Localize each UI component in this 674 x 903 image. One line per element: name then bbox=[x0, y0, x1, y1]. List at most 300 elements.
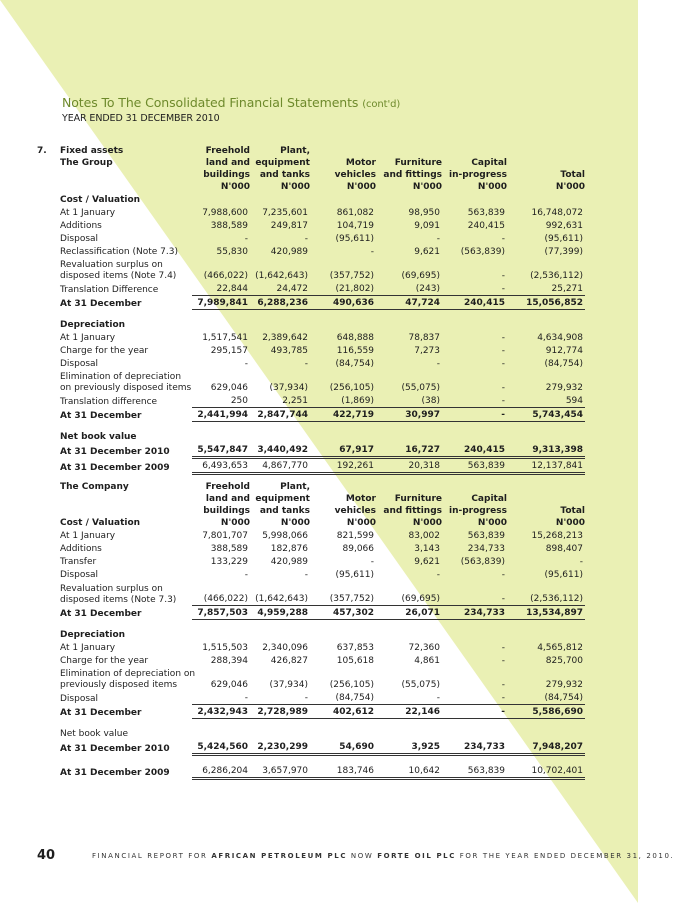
cell-value: 6,286,204 bbox=[192, 764, 250, 779]
column-header: and fittings bbox=[383, 506, 442, 516]
empty-cell bbox=[507, 318, 585, 331]
cell-value: 16,727 bbox=[376, 443, 442, 458]
company-fixed-assets-table bbox=[60, 481, 585, 780]
section-heading bbox=[60, 505, 192, 517]
cell-value: 912,774 bbox=[545, 346, 583, 356]
cell-value: (69,695) bbox=[376, 581, 442, 606]
cell-value: 47,724 bbox=[376, 296, 442, 310]
row-label bbox=[60, 705, 192, 719]
nbv-2010-row bbox=[60, 443, 585, 458]
row-label bbox=[60, 357, 192, 370]
cell-value: 9,621 bbox=[414, 557, 440, 567]
depreciation-total-row bbox=[60, 408, 585, 422]
cell-value: 55,830 bbox=[216, 247, 248, 257]
empty-cell bbox=[376, 628, 442, 641]
cell-value: - bbox=[501, 346, 505, 356]
cell-value: (256,105) bbox=[329, 383, 374, 393]
cell-value: 105,618 bbox=[336, 656, 374, 666]
empty-cell bbox=[376, 430, 442, 443]
cell-value: 1,517,541 bbox=[202, 333, 248, 343]
cell-value: 20,318 bbox=[376, 458, 442, 474]
cell-value: (37,934) bbox=[269, 383, 308, 393]
cell-value: 12,137,841 bbox=[507, 458, 585, 474]
cell-value: - bbox=[250, 691, 310, 705]
cell-value: 234,733 bbox=[442, 606, 507, 620]
cell-value: 402,612 bbox=[310, 705, 376, 719]
cell-value: - bbox=[501, 271, 505, 281]
cell-value: 821,599 bbox=[336, 531, 374, 541]
row-label bbox=[60, 667, 196, 691]
column-header bbox=[310, 481, 376, 493]
cell-value: 15,056,852 bbox=[507, 296, 585, 310]
heading-row bbox=[60, 628, 585, 641]
column-header-row bbox=[60, 145, 585, 157]
nbv-2010-row bbox=[60, 740, 585, 755]
row-label bbox=[60, 370, 192, 394]
column-header-row bbox=[60, 157, 585, 169]
row-label-text: Disposal bbox=[60, 359, 99, 369]
row-label bbox=[60, 296, 192, 310]
column-header: Freehold bbox=[205, 146, 250, 156]
empty-cell bbox=[376, 755, 442, 765]
table-row bbox=[60, 529, 585, 542]
cell-value: 279,932 bbox=[545, 680, 583, 690]
cell-value: - bbox=[442, 408, 507, 422]
page-title: Notes To The Consolidated Financial Statements (cont'd) bbox=[62, 95, 401, 110]
cell-value: 420,989 bbox=[270, 557, 308, 567]
column-header: Motor bbox=[345, 158, 376, 168]
table-row bbox=[60, 542, 585, 555]
empty-cell bbox=[250, 430, 310, 443]
cell-value: (21,802) bbox=[310, 282, 376, 296]
table-row bbox=[60, 555, 585, 568]
empty-cell bbox=[250, 727, 310, 740]
cell-value: 13,534,897 bbox=[507, 606, 585, 620]
cell-value: 250 bbox=[192, 394, 250, 408]
depreciation-total-row bbox=[60, 705, 585, 719]
cell-value: (563,839) bbox=[460, 557, 505, 567]
cell-value: 4,867,770 bbox=[250, 458, 310, 474]
cell-value: 9,621 bbox=[414, 247, 440, 257]
empty-cell bbox=[310, 318, 376, 331]
cell-value: 9,313,398 bbox=[507, 443, 585, 458]
cost-valuation-heading: Cost / Valuation bbox=[60, 195, 141, 205]
column-header: buildings bbox=[203, 506, 250, 516]
cell-value: (95,611) bbox=[335, 570, 374, 580]
row-label bbox=[60, 606, 192, 620]
empty-cell bbox=[376, 620, 442, 629]
section-heading: The Company bbox=[60, 482, 129, 492]
cell-value: 4,634,908 bbox=[537, 333, 583, 343]
nbv-2009-row bbox=[60, 764, 585, 779]
column-header: N'000 bbox=[280, 182, 310, 192]
row-label-text: At 31 December bbox=[60, 608, 142, 619]
empty-cell bbox=[310, 422, 376, 431]
column-header: land and bbox=[205, 494, 250, 504]
column-header: Capital bbox=[471, 494, 507, 504]
row-label-text: Revaluation surplus on bbox=[60, 583, 163, 594]
cell-value: 4,565,812 bbox=[537, 643, 583, 653]
cell-value: 22,146 bbox=[376, 705, 442, 719]
cell-value: 1,515,503 bbox=[202, 643, 248, 653]
empty-cell bbox=[442, 628, 507, 641]
column-header bbox=[442, 145, 507, 157]
cell-value: 83,002 bbox=[408, 531, 440, 541]
row-label-text: previously disposed items bbox=[60, 680, 178, 690]
row-label bbox=[60, 394, 192, 408]
cell-value: 2,251 bbox=[250, 394, 310, 408]
empty-cell bbox=[192, 719, 250, 728]
row-label-text: At 31 December 2010 bbox=[60, 743, 170, 754]
cell-value: 388,589 bbox=[210, 544, 248, 554]
empty-cell bbox=[376, 422, 442, 431]
row-label-text: Revaluation surplus on bbox=[60, 260, 163, 270]
cell-value: (1,642,643) bbox=[250, 581, 310, 606]
cell-value: 7,273 bbox=[414, 346, 440, 356]
empty-cell bbox=[192, 430, 250, 443]
table-row bbox=[60, 581, 585, 606]
empty-cell bbox=[507, 755, 585, 765]
empty-cell bbox=[310, 430, 376, 443]
cell-value: 594 bbox=[507, 394, 585, 408]
spacer-row bbox=[60, 755, 585, 765]
cell-value: 279,932 bbox=[545, 383, 583, 393]
group-fixed-assets-table bbox=[60, 145, 585, 475]
cell-value: (38) bbox=[376, 394, 442, 408]
row-label bbox=[60, 258, 192, 282]
row-label bbox=[60, 443, 192, 458]
column-header: Capital bbox=[471, 158, 507, 168]
cell-value: 457,302 bbox=[310, 606, 376, 620]
empty-cell bbox=[442, 620, 507, 629]
column-header: and tanks bbox=[259, 170, 310, 180]
row-label-text: At 1 January bbox=[60, 333, 116, 343]
cell-value: 22,844 bbox=[192, 282, 250, 296]
table-row bbox=[60, 219, 585, 232]
column-header: Plant, bbox=[280, 482, 310, 492]
column-header-row bbox=[60, 493, 585, 505]
cell-value: 7,989,841 bbox=[192, 296, 250, 310]
cell-value: 5,998,066 bbox=[262, 531, 308, 541]
cell-value: - bbox=[192, 691, 250, 705]
column-header: N'000 bbox=[477, 182, 507, 192]
cell-value: (55,075) bbox=[401, 680, 440, 690]
empty-cell bbox=[250, 193, 310, 206]
cell-value: - bbox=[304, 359, 308, 369]
section-heading bbox=[60, 169, 192, 181]
row-label-text: At 31 December 2009 bbox=[60, 767, 170, 778]
column-header: buildings bbox=[203, 170, 250, 180]
cell-value: (77,399) bbox=[544, 247, 583, 257]
empty-cell bbox=[192, 727, 250, 740]
empty-cell bbox=[507, 422, 585, 431]
cell-value: (55,075) bbox=[401, 383, 440, 393]
cell-value: 5,424,560 bbox=[192, 740, 250, 755]
cell-value: (563,839) bbox=[460, 247, 505, 257]
empty-cell bbox=[442, 719, 507, 728]
cell-value: 2,847,744 bbox=[250, 408, 310, 422]
cell-value: 490,636 bbox=[310, 296, 376, 310]
empty-cell bbox=[442, 430, 507, 443]
cell-value: 2,441,994 bbox=[192, 408, 250, 422]
cell-value: - bbox=[370, 247, 374, 257]
empty-cell bbox=[442, 318, 507, 331]
cell-value: 637,853 bbox=[336, 643, 374, 653]
cell-value: - bbox=[244, 359, 248, 369]
empty-cell bbox=[376, 310, 442, 319]
cell-value: - bbox=[436, 570, 440, 580]
cell-value: (466,022) bbox=[203, 271, 248, 281]
column-header bbox=[507, 493, 585, 505]
cell-value: 563,839 bbox=[442, 764, 507, 779]
row-label bbox=[60, 740, 192, 755]
column-header bbox=[507, 145, 585, 157]
column-header: in-progress bbox=[449, 506, 507, 516]
cell-value: 7,235,601 bbox=[262, 208, 308, 218]
cell-value: 426,827 bbox=[270, 656, 308, 666]
cell-value: - bbox=[244, 570, 248, 580]
cell-value: 89,066 bbox=[342, 544, 374, 554]
cell-value: 16,748,072 bbox=[531, 208, 583, 218]
column-header: Furniture bbox=[394, 158, 442, 168]
table-row bbox=[60, 691, 585, 705]
row-label bbox=[60, 408, 192, 422]
row-label-text: Elimination of depreciation on bbox=[60, 669, 196, 679]
cell-value: 78,837 bbox=[408, 333, 440, 343]
cell-value: - bbox=[436, 234, 440, 244]
column-header bbox=[376, 481, 442, 493]
cell-value: 2,728,989 bbox=[250, 705, 310, 719]
column-header: N'000 bbox=[555, 182, 585, 192]
cell-value: - bbox=[501, 234, 505, 244]
column-header-row bbox=[60, 169, 585, 181]
cell-value: - bbox=[501, 643, 505, 653]
row-label-text: At 31 December bbox=[60, 707, 142, 718]
nbv-2009-row bbox=[60, 458, 585, 474]
row-label-text: Additions bbox=[60, 221, 102, 231]
empty-cell bbox=[310, 719, 376, 728]
column-header bbox=[442, 481, 507, 493]
column-header: land and bbox=[205, 158, 250, 168]
row-label-text: Additions bbox=[60, 544, 102, 554]
cell-value: 24,472 bbox=[250, 282, 310, 296]
spacer-row bbox=[60, 620, 585, 629]
cell-value: - bbox=[579, 557, 583, 567]
empty-cell bbox=[250, 628, 310, 641]
row-label-text: on previously disposed items bbox=[60, 383, 192, 393]
cell-value: - bbox=[370, 557, 374, 567]
row-label bbox=[60, 344, 192, 357]
empty-cell bbox=[250, 422, 310, 431]
cell-value: 6,288,236 bbox=[250, 296, 310, 310]
cell-value: - bbox=[501, 359, 505, 369]
cell-value: 3,440,492 bbox=[250, 443, 310, 458]
table-row bbox=[60, 245, 585, 258]
cell-value: - bbox=[501, 680, 505, 690]
row-label-text: At 31 December 2009 bbox=[60, 462, 170, 473]
empty-cell bbox=[250, 719, 310, 728]
table-row bbox=[60, 331, 585, 344]
cell-value: 10,642 bbox=[376, 764, 442, 779]
empty-cell bbox=[376, 193, 442, 206]
heading-row bbox=[60, 318, 585, 331]
cell-value: 240,415 bbox=[442, 443, 507, 458]
cell-value: (1,642,643) bbox=[255, 271, 308, 281]
column-header: Freehold bbox=[205, 482, 250, 492]
empty-cell bbox=[507, 628, 585, 641]
column-header bbox=[507, 157, 585, 169]
cell-value: 183,746 bbox=[310, 764, 376, 779]
cell-value: - bbox=[442, 282, 507, 296]
column-header: equipment bbox=[255, 158, 310, 168]
empty-cell bbox=[192, 422, 250, 431]
row-label-text: disposed items (Note 7.3) bbox=[60, 594, 177, 605]
empty-cell bbox=[60, 310, 192, 319]
footer-text: FINANCIAL REPORT FOR AFRICAN PETROLEUM PLC NOW FORTE OIL PLC FOR THE YEAR ENDED DECEMBER 31, 2010. bbox=[92, 852, 674, 860]
column-header: vehicles bbox=[334, 506, 376, 516]
column-header-row bbox=[60, 505, 585, 517]
empty-cell bbox=[310, 727, 376, 740]
row-label bbox=[60, 542, 192, 555]
empty-cell bbox=[310, 755, 376, 765]
spacer-row bbox=[60, 422, 585, 431]
column-header bbox=[376, 145, 442, 157]
cell-value: 5,586,690 bbox=[507, 705, 585, 719]
cell-value: 648,888 bbox=[336, 333, 374, 343]
cell-value: 563,839 bbox=[467, 531, 505, 541]
cell-value: 234,733 bbox=[442, 740, 507, 755]
row-label bbox=[60, 529, 192, 542]
empty-cell bbox=[507, 719, 585, 728]
empty-cell bbox=[310, 628, 376, 641]
heading-row bbox=[60, 430, 585, 443]
row-label-text: Translation difference bbox=[60, 396, 158, 407]
cell-value: 9,091 bbox=[414, 221, 440, 231]
cell-value: (69,695) bbox=[401, 271, 440, 281]
empty-cell bbox=[60, 755, 192, 765]
page-number: 40 bbox=[37, 848, 56, 863]
cell-value: 420,989 bbox=[270, 247, 308, 257]
cell-value: - bbox=[442, 394, 507, 408]
cell-value: 10,702,401 bbox=[507, 764, 585, 779]
table-row bbox=[60, 568, 585, 581]
column-header-row bbox=[60, 481, 585, 493]
row-label bbox=[60, 654, 192, 667]
row-label bbox=[60, 331, 192, 344]
empty-cell bbox=[310, 310, 376, 319]
cell-value: 2,230,299 bbox=[250, 740, 310, 755]
cell-value: 4,959,288 bbox=[250, 606, 310, 620]
row-label bbox=[60, 232, 192, 245]
row-label bbox=[60, 555, 192, 568]
cost-total-row bbox=[60, 296, 585, 310]
column-header: N'000 bbox=[220, 518, 250, 528]
cell-value: 629,046 bbox=[210, 383, 248, 393]
empty-cell bbox=[250, 310, 310, 319]
cell-value: 861,082 bbox=[336, 208, 374, 218]
cell-value: 2,432,943 bbox=[192, 705, 250, 719]
column-header: N'000 bbox=[346, 518, 376, 528]
column-header: N'000 bbox=[346, 182, 376, 192]
section-heading: The Group bbox=[60, 158, 113, 168]
depreciation-heading: Depreciation bbox=[60, 630, 126, 640]
column-header-row bbox=[60, 181, 585, 193]
empty-cell bbox=[507, 430, 585, 443]
cell-value: 422,719 bbox=[310, 408, 376, 422]
row-label-text: Elimination of depreciation bbox=[60, 372, 182, 382]
cost-total-row bbox=[60, 606, 585, 620]
cell-value: 25,271 bbox=[507, 282, 585, 296]
column-header: Plant, bbox=[280, 146, 310, 156]
row-label bbox=[60, 641, 192, 654]
row-label-text: Reclassification (Note 7.3) bbox=[60, 247, 178, 257]
empty-cell bbox=[442, 310, 507, 319]
cell-value: (2,536,112) bbox=[507, 581, 585, 606]
empty-cell bbox=[192, 755, 250, 765]
cell-value: - bbox=[501, 383, 505, 393]
row-label bbox=[60, 764, 192, 779]
page-subtitle: YEAR ENDED 31 DECEMBER 2010 bbox=[62, 113, 220, 124]
cell-value: 116,559 bbox=[336, 346, 374, 356]
row-label-text: Charge for the year bbox=[60, 656, 149, 666]
table-row bbox=[60, 344, 585, 357]
column-header: vehicles bbox=[334, 170, 376, 180]
cell-value: 15,268,213 bbox=[531, 531, 583, 541]
empty-cell bbox=[310, 620, 376, 629]
cell-value: - bbox=[442, 705, 507, 719]
empty-cell bbox=[376, 318, 442, 331]
cell-value: 192,261 bbox=[310, 458, 376, 474]
spacer-row bbox=[60, 719, 585, 728]
net-book-value-heading: Net book value bbox=[60, 729, 129, 739]
row-label bbox=[60, 568, 192, 581]
cell-value: - bbox=[244, 234, 248, 244]
row-label-text: At 1 January bbox=[60, 208, 116, 218]
column-header: Motor bbox=[345, 494, 376, 504]
cell-value: (357,752) bbox=[310, 581, 376, 606]
cell-value: (95,611) bbox=[544, 234, 583, 244]
empty-cell bbox=[192, 193, 250, 206]
section-heading: Fixed assets bbox=[60, 146, 124, 156]
column-header: Total bbox=[560, 506, 585, 516]
cell-value: 182,876 bbox=[270, 544, 308, 554]
empty-cell bbox=[376, 719, 442, 728]
table-row bbox=[60, 357, 585, 370]
cell-value: - bbox=[501, 333, 505, 343]
cell-value: 240,415 bbox=[442, 296, 507, 310]
column-header: equipment bbox=[255, 494, 310, 504]
table-row bbox=[60, 667, 585, 691]
cell-value: 992,631 bbox=[545, 221, 583, 231]
cell-value: 98,950 bbox=[408, 208, 440, 218]
column-header-row bbox=[60, 517, 585, 529]
empty-cell bbox=[250, 620, 310, 629]
row-label-text: Translation Difference bbox=[60, 284, 159, 295]
empty-cell bbox=[60, 719, 192, 728]
cell-value: 26,071 bbox=[376, 606, 442, 620]
row-label bbox=[60, 282, 192, 296]
table-row bbox=[60, 206, 585, 219]
row-label bbox=[60, 219, 192, 232]
column-header: and fittings bbox=[383, 170, 442, 180]
spacer-row bbox=[60, 310, 585, 319]
table-row bbox=[60, 654, 585, 667]
table-row bbox=[60, 394, 585, 408]
net-book-value-heading: Net book value bbox=[60, 432, 137, 442]
row-label-text: At 31 December bbox=[60, 298, 142, 309]
table-row bbox=[60, 258, 585, 282]
cell-value: 234,733 bbox=[467, 544, 505, 554]
